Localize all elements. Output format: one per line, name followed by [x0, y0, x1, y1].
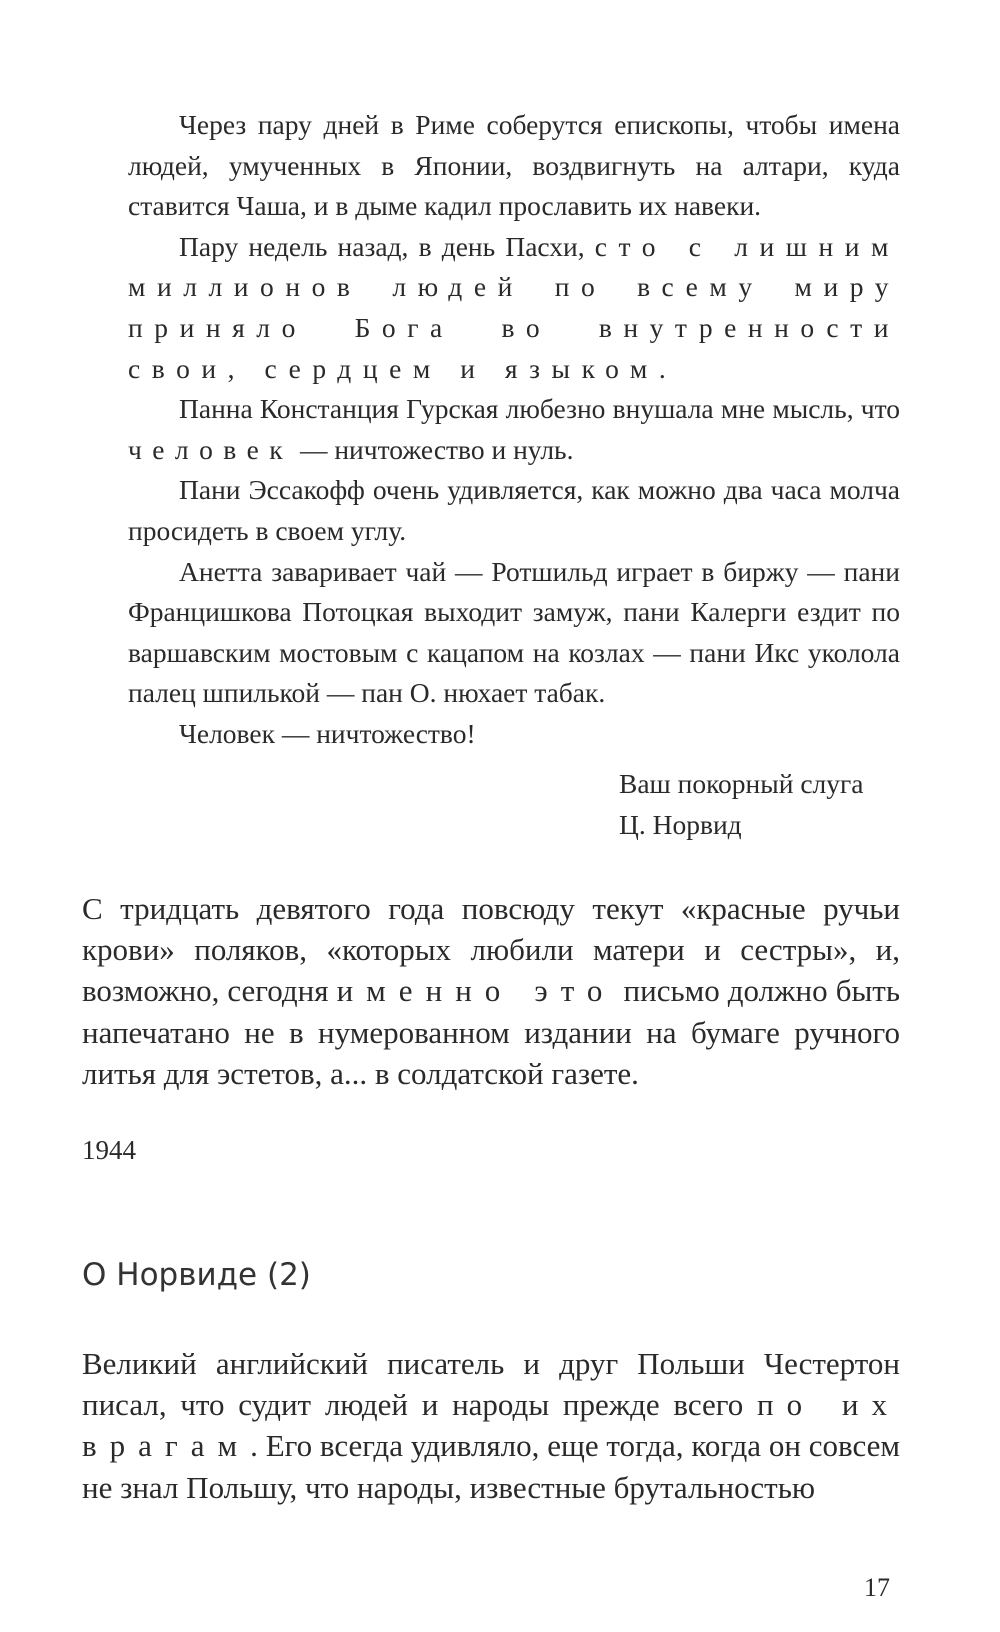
- essay-text: [82, 1343, 900, 1508]
- letter-paragraph: [128, 105, 900, 227]
- commentary-tail: письмо должно быть напечатано не в нумерованном издании на бумаге ручного литья для эстетов, а... в солдатской газете.: [82, 973, 900, 1091]
- letter-text: Человек — ничтожество!: [179, 717, 476, 749]
- commentary-lead: С тридцать девятого года повсюду текут «красные ручьи крови» поляков, «которых любили матери и сестры», и, возможно, сегодня: [82, 891, 900, 1009]
- essay-emphasis: по их врагам: [82, 1387, 900, 1464]
- commentary-emphasis: именно это: [336, 973, 616, 1009]
- letter-paragraph: [128, 389, 900, 470]
- letter-text: Пани Эссакофф очень удивляется, как можно два часа молча просидеть в своем углу.: [128, 474, 900, 546]
- signature-name: Ц. Норвид: [619, 808, 742, 840]
- letter-text: Пару недель назад, в день Пасхи,: [179, 230, 595, 262]
- essay-paragraph: [82, 1343, 900, 1508]
- letter-emphasis: сто с лишним миллионов людей по всему миру приняло Бога во внутренности свои, сердцем и языком.: [128, 230, 901, 384]
- letter-text: — ничтожество и нуль.: [293, 433, 574, 465]
- letter-paragraph: [128, 552, 900, 714]
- commentary-paragraph: [82, 888, 900, 1094]
- page-number: 17: [864, 1573, 890, 1602]
- section-heading: О Норвиде (2): [82, 1257, 311, 1293]
- commentary-text: [82, 888, 900, 1094]
- quoted-letter: [128, 105, 900, 755]
- letter-paragraph: [128, 470, 900, 551]
- signature-closing: Ваш покорный слуга: [619, 768, 864, 799]
- letter-text: Панна Констанция Гурская любезно внушала мне мысль, что: [179, 393, 900, 425]
- letter-paragraph: [128, 714, 900, 755]
- letter-emphasis: человек: [128, 433, 294, 465]
- essay-lead: Великий английский писатель и друг Польши Честертон писал, что судит людей и народы прежде всего: [82, 1346, 900, 1423]
- letter-text: Через пару дней в Риме соберутся епископы, чтобы имена людей, умученных в Японии, воздвигнуть на алтари, куда ставится Чаша, и в дыме кадил прославить их навеки.: [128, 109, 900, 222]
- essay-tail: . Его всегда удивляло, еще тогда, когда он совсем не знал Польшу, что народы, известные брутальностью: [82, 1428, 900, 1505]
- letter-text: Анетта заваривает чай — Ротшильд играет в биржу — пани Францишкова Потоцкая выходит замуж, пани Калерги ездит по варшавским мостовым с кацапом на козлах — пани Икс уколола палец шпилькой — пан О. нюхает табак.: [128, 555, 900, 709]
- essay-year: 1944: [82, 1135, 136, 1165]
- letter-signature: [619, 764, 863, 845]
- letter-paragraph: [128, 227, 900, 389]
